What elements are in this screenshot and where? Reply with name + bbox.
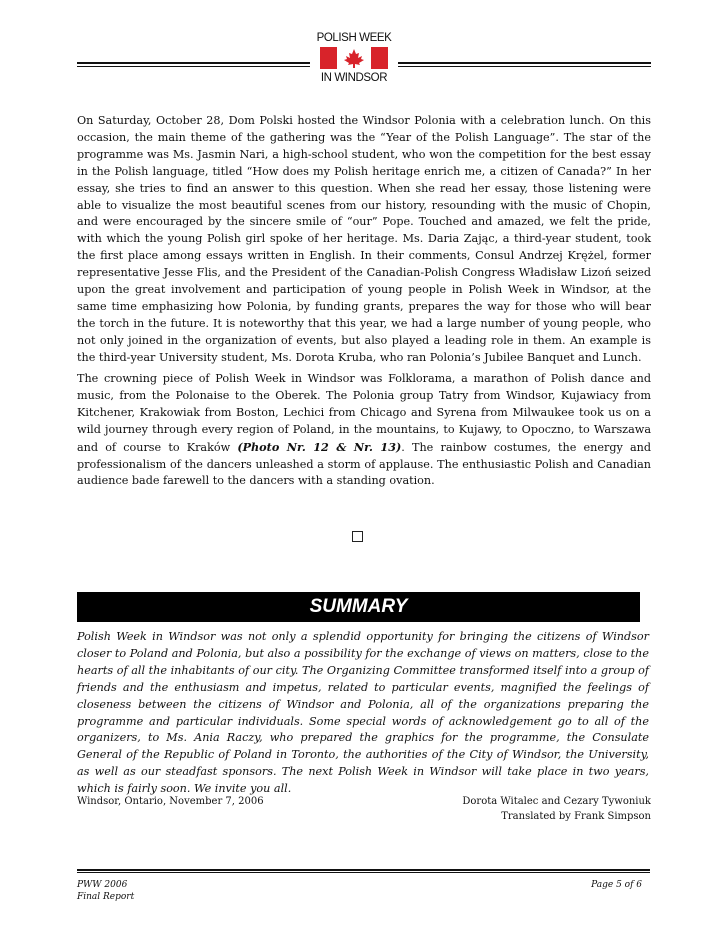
header-rule-left xyxy=(77,62,310,67)
summary-text: Polish Week in Windsor was not only a splendid opportunity for bringing the citizens of Windsor closer to Poland and Polonia, but also a possibility for the exchange of views on matters, close to the hearts of all the inhabitants of our city. The Organizing Committee transformed itself into a group of friends and the enthusiasm and impetus, related to particular events, magnified the feelings of closeness between the citizens of Windsor and Polonia, all of the organizations preparing the programme and particular individuals. Some special words of acknowledgement go to all of the organizers, to Ms. Ania Raczy, who prepared the graphics for the programme, the Consulate General of the Republic of Poland in Toronto, the authorities of the City of Windsor, the University, as well as our steadfast sponsors. The next Polish Week in Windsor will take place in two years, which is fairly soon. We invite you all. xyxy=(77,630,649,796)
translator: Translated by Frank Simpson xyxy=(501,810,651,822)
paragraph2-text-end: . The rainbow costumes, the energy and professionalism of the dancers unleashed a storm of applause. The enthusiastic Polish and Canadian audience bade farewell to the dancers with a standing ovation. xyxy=(77,440,651,488)
polish-week-logo xyxy=(312,30,396,88)
page-number: Page 5 of 6 xyxy=(591,880,642,890)
place-date: Windsor, Ontario, November 7, 2006 xyxy=(77,796,264,807)
signature-block xyxy=(462,795,651,824)
footer-doc-line1: PWW 2006 xyxy=(77,880,128,890)
photo-reference: (Photo Nr. 12 & Nr. 13) xyxy=(237,439,402,454)
body-paragraph-1: On Saturday, October 28, Dom Polski hosted the Windsor Polonia with a celebration lunch. On this occasion, the main theme of the gathering was the “Year of the Polish Language”. The star of the programme was Ms. Jasmin Nari, a high-school student, who won the competition for the best essay in the Polish language, titled “How does my Polish heritage enrich me, a citizen of Canada?” In her essay, she tries to find an answer to this question. When she read her essay, those listening were able to visualize the most beautiful scenes from our history, resounding with the music of Chopin, and were encouraged by the sincere smile of “our” Pope. Touched and amazed, we felt the pride, with which the young Polish girl spoke of her heritage. Ms. Daria Zając, a third-year student, took the first place among essays written in English. In their comments, Consul Andrzej Krężel, former representative Jesse Flis, and the President of the Canadian-Polish Congress Władisław Lizoń seized upon the great involvement and participation of young people in Polish Week in Windsor, at the same time emphasizing how Polonia, by funding grants, prepares the way for those who will bear the torch in the future. It is noteworthy that this year, we had a large number of young people, who not only joined in the organization of events, but also played a leading role in them. An example is the third-year University student, Ms. Dorota Kruba, who ran Polonia’s Jubilee Banquet and Lunch. xyxy=(77,114,651,364)
logo-line2: IN WINDSOR xyxy=(320,72,388,84)
canadian-flag-icon xyxy=(320,47,388,69)
empty-box-icon xyxy=(352,531,363,542)
footer-doc-line2: Final Report xyxy=(77,892,135,902)
summary-heading: SUMMARY xyxy=(77,592,640,622)
footer-document-label xyxy=(77,879,134,903)
body-paragraph-2 xyxy=(77,371,651,490)
header-rule-right xyxy=(398,62,651,67)
authors: Dorota Witalec and Cezary Tywoniuk xyxy=(462,796,651,807)
footer-rule xyxy=(77,869,650,873)
paragraph2-text-start: The crowning piece of Polish Week in Windsor was Folklorama, a marathon of Polish dance and music, from the Polonaise to the Oberek. The Polonia group Tatry from Windsor, Kujawiacy from Kitchener, Krakowiak from Boston, Lechici from Chicago and Syrena from Milwaukee took us on a wild journey through every region of Poland, in the mountains, to Kujawy, to Opoczno, to Warszawa and of course to Kraków xyxy=(77,372,651,454)
logo-line1: POLISH WEEK xyxy=(316,32,392,44)
